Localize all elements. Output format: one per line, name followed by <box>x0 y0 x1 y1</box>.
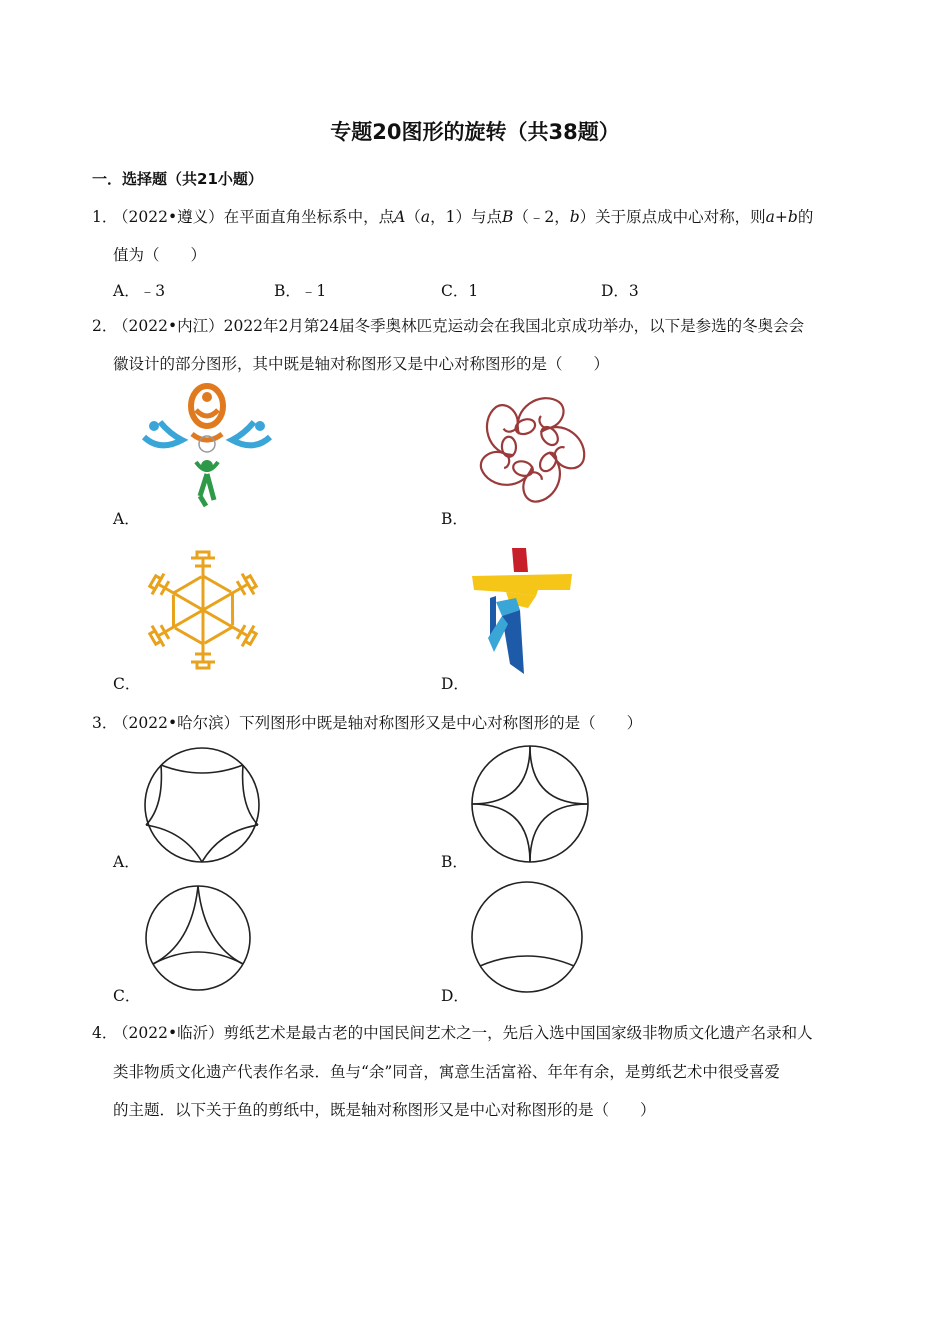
five-arc-circle-figure <box>140 746 264 866</box>
question-4-text-line-2: 类非物质文化遗产代表作名录．鱼与“余”同音，寓意生活富裕、年年有余，是剪纸艺术中很受喜爱 <box>113 1063 780 1081</box>
single-arc-circle-figure <box>468 878 586 996</box>
question-4-text-line-3: 的主题．以下关于鱼的剪纸中，既是轴对称图形又是中心对称图形的是（ ） <box>113 1101 656 1119</box>
snowflake-emblem <box>140 548 266 672</box>
question-2-text-line-1: （2022•内江）2022年2月第24届冬季奥林匹克运动会在我国北京成功举办，以下是参选的冬奥会会 <box>113 317 805 335</box>
question-2-option-d[interactable]: D． <box>441 675 469 693</box>
section-heading: 一．选择题（共21小题） <box>92 170 263 188</box>
question-2-number: 2． <box>92 317 118 335</box>
question-4-number: 4． <box>92 1024 118 1042</box>
torch-ribbon-emblem <box>466 546 576 676</box>
question-3-option-b[interactable]: B． <box>441 853 468 871</box>
question-4-text-line-1: （2022•临沂）剪纸艺术是最古老的中国民间艺术之一，先后入选中国国家级非物质文化遗产名录和人 <box>113 1024 813 1042</box>
question-2-option-b[interactable]: B． <box>441 510 468 528</box>
question-1-number: 1． <box>92 208 118 226</box>
question-1-option-c[interactable]: C．1 <box>441 282 479 300</box>
question-1-option-a[interactable]: A．﹣3 <box>113 282 166 300</box>
question-2-text-line-2: 徽设计的部分图形，其中既是轴对称图形又是中心对称图形的是（ ） <box>113 355 610 373</box>
question-3-option-c[interactable]: C． <box>113 987 141 1005</box>
knot-flower-emblem <box>466 385 596 511</box>
question-1-text-line-1: （2022•遵义）在平面直角坐标系中，点A（a，1）与点B（﹣2，b）关于原点成中心对称，则a+b的 <box>113 208 814 226</box>
question-3-option-d[interactable]: D． <box>441 987 469 1005</box>
question-3-option-a[interactable]: A． <box>113 853 140 871</box>
question-2-option-c[interactable]: C． <box>113 675 141 693</box>
question-1-text-line-2: 值为（ ） <box>113 246 207 264</box>
question-1-option-b[interactable]: B．﹣1 <box>274 282 327 300</box>
three-arc-circle-figure <box>142 882 254 994</box>
four-arc-circle-figure <box>468 742 592 866</box>
question-2-option-a[interactable]: A． <box>113 510 140 528</box>
page-title: 专题20图形的旋转（共38题） <box>330 120 620 144</box>
question-1-option-d[interactable]: D．3 <box>601 282 639 300</box>
question-3-text-line-1: （2022•哈尔滨）下列图形中既是轴对称图形又是中心对称图形的是（ ） <box>113 714 643 732</box>
winter-athletes-emblem <box>140 382 274 512</box>
question-3-number: 3． <box>92 714 118 732</box>
